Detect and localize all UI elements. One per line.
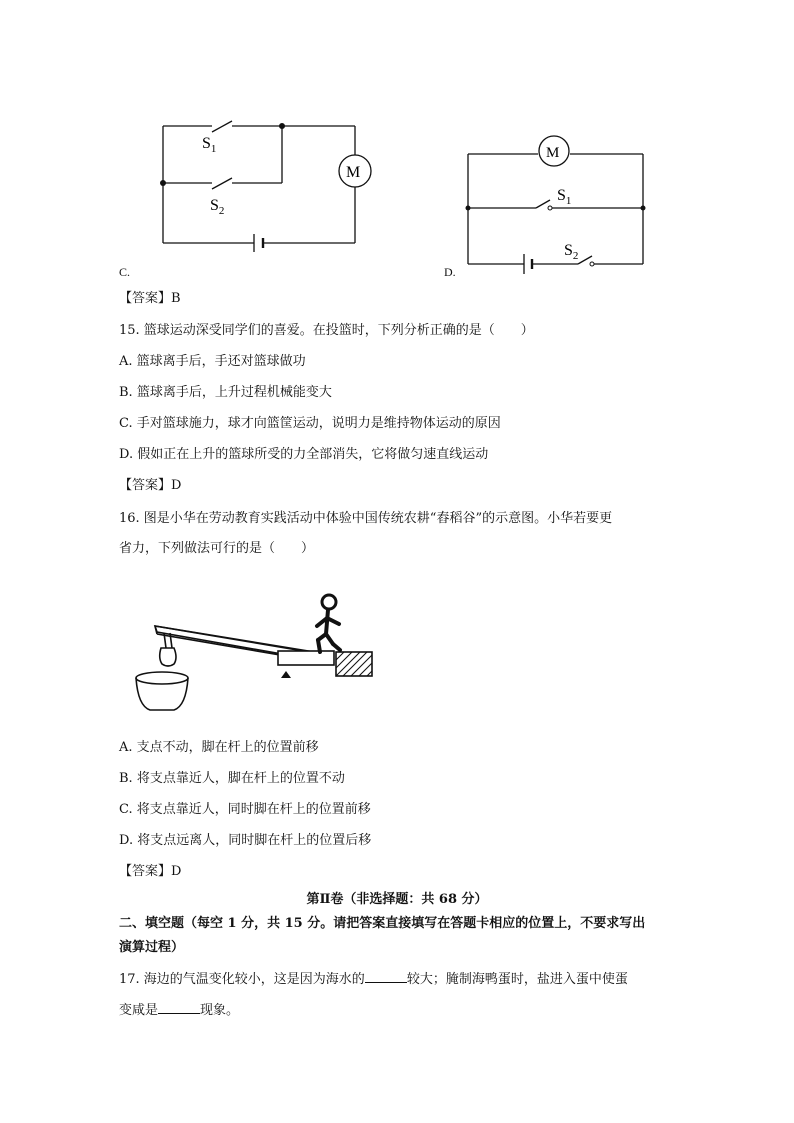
- option-c-label: C.: [119, 265, 131, 279]
- switch-s1-label-d: S: [557, 187, 566, 204]
- q17-line1-part-a: 17. 海边的气温变化较小，这是因为海水的: [119, 972, 365, 987]
- q16-option-b: B. 将支点靠近人，脚在杆上的位置不动: [119, 771, 345, 786]
- switch-s2-label-c: S: [210, 197, 219, 214]
- rice-pounding-lever-illustration: [128, 588, 408, 718]
- part2-title: 第Ⅱ卷（非选择题：共 68 分）: [306, 892, 488, 907]
- switch-s2-subscript-c: 2: [218, 205, 225, 217]
- q15-option-c: C. 手对篮球施力，球才向篮筐运动，说明力是维持物体运动的原因: [119, 416, 501, 431]
- q17-blank-2[interactable]: [158, 1000, 200, 1014]
- option-d-label: D.: [444, 265, 456, 279]
- section-2-heading-line1: 二、填空题（每空 1 分，共 15 分。请把答案直接填写在答题卡相应的位置上，不要求写出: [119, 916, 646, 931]
- q17-line1: [119, 969, 628, 989]
- circuit-diagram-d: [460, 130, 660, 275]
- q16-stem-line1: 16. 图是小华在劳动教育实践活动中体验中国传统农耕“舂稻谷”的示意图。小华若要更: [119, 511, 613, 526]
- q16-option-a: A. 支点不动，脚在杆上的位置前移: [119, 740, 319, 755]
- q15-option-a: A. 篮球离手后，手还对篮球做功: [119, 354, 306, 369]
- q16-option-d: D. 将支点远离人，同时脚在杆上的位置后移: [119, 833, 372, 848]
- q17-line2-part-b: 现象。: [200, 1003, 240, 1018]
- svg-text:S1: [202, 135, 216, 155]
- q16-option-c: C. 将支点靠近人，同时脚在杆上的位置前移: [119, 802, 371, 817]
- motor-label-d: M: [546, 145, 560, 161]
- switch-s1-label-c: S: [202, 135, 211, 152]
- q17-line2-part-a: 变咸是: [119, 1003, 159, 1018]
- q17-line1-part-b: 较大；腌制海鸭蛋时，盐进入蛋中使蛋: [406, 972, 628, 987]
- switch-s2-subscript-d: 2: [572, 250, 579, 262]
- q17-blank-1[interactable]: [365, 969, 407, 983]
- q16-answer: 【答案】D: [119, 864, 182, 879]
- q15-option-b: B. 篮球离手后，上升过程机械能变大: [119, 385, 332, 400]
- svg-text:S1: [557, 187, 571, 207]
- answer-14: 【答案】B: [119, 291, 181, 306]
- switch-s1-subscript-c: 1: [210, 143, 217, 155]
- q15-stem: 15. 篮球运动深受同学们的喜爱。在投篮时，下列分析正确的是（ ）: [119, 323, 534, 338]
- svg-text:S2: [564, 242, 578, 262]
- q15-option-d: D. 假如正在上升的篮球所受的力全部消失，它将做匀速直线运动: [119, 447, 489, 462]
- q16-stem-line2: 省力，下列做法可行的是（ ）: [119, 541, 315, 556]
- circuit-diagram-c: [150, 110, 380, 260]
- switch-s1-subscript-d: 1: [565, 195, 572, 207]
- q15-answer: 【答案】D: [119, 478, 182, 493]
- section-2-heading-line2: 演算过程）: [119, 940, 185, 955]
- q17-line2: [119, 1000, 239, 1020]
- switch-s2-label-d: S: [564, 242, 573, 259]
- motor-label-c: M: [346, 164, 361, 181]
- svg-text:S2: [210, 197, 224, 217]
